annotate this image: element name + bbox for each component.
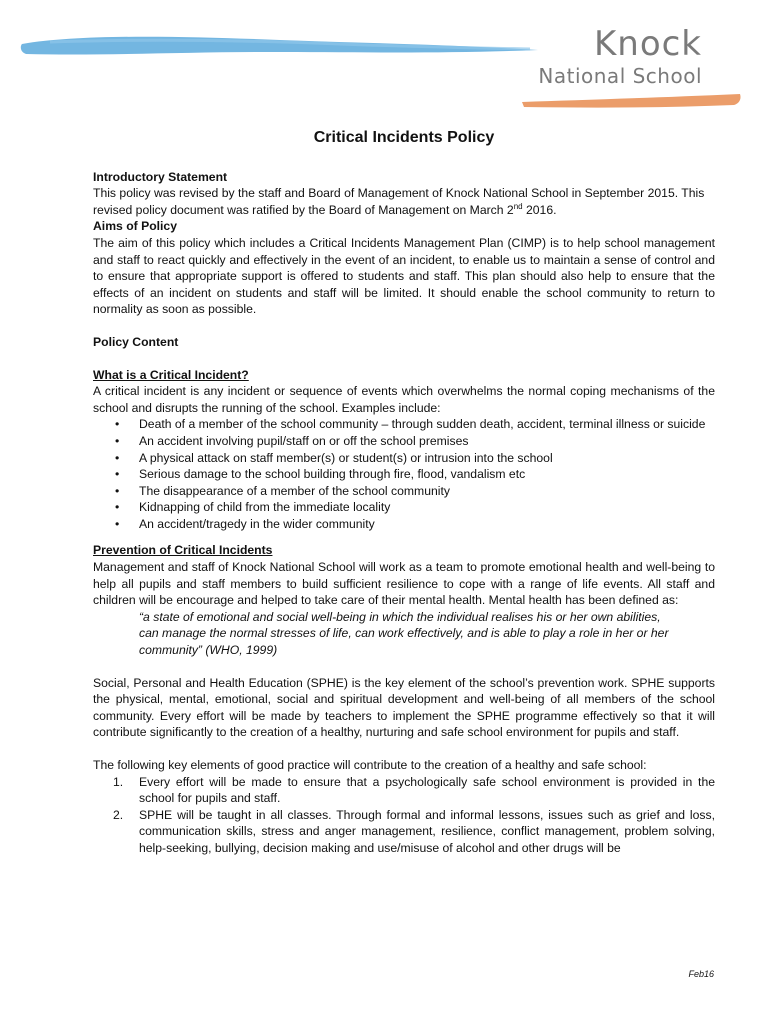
page-title: Critical Incidents Policy: [313, 129, 495, 146]
footer-date: Feb16: [688, 969, 714, 979]
list-item: • The disappearance of a member of the school community: [139, 483, 715, 500]
letterhead: [0, 0, 770, 120]
list-item: • Serious damage to the school building through fire, flood, vandalism etc: [139, 466, 715, 483]
logo-line-knock: Knock: [593, 24, 702, 64]
examples-list: [93, 416, 715, 532]
school-logo-text: [538, 26, 702, 88]
key-elements-intro: The following key elements of good practice will contribute to the creation of a healthy and safe school:: [93, 758, 647, 772]
orange-brush-stroke-logo: [520, 92, 742, 110]
what-is-text: A critical incident is any incident or sequence of events which overwhelms the normal coping mechanisms of the school and disrupts the running of the school. Examples include:: [93, 384, 715, 415]
logo-line-national-school: National School: [538, 64, 702, 88]
who-quote: “a state of emotional and social well-being in which the individual realises his or her own abilities, can manage the normal stresses of life, can work effectively, and is able to play a role in her or her community” (WHO, 1999): [139, 609, 669, 658]
aims-heading: Aims of Policy: [93, 219, 177, 234]
list-item: • An accident involving pupil/staff on or off the school premises: [139, 433, 715, 450]
list-item: 2. SPHE will be taught in all classes. Through formal and informal lessons, issues such as grief and loss, communication skills, stress and anger management, resilience, conflict management, problem solving, help-seeking, bullying, decision making and use/misuse of alcohol and other drugs will be: [113, 807, 715, 855]
aims-text: The aim of this policy which includes a Critical Incidents Management Plan (CIMP) is to help school management and staff to react quickly and effectively in the event of an incident, to enable us to maintain a sense of control and to ensure that appropriate support is offered to students and staff. This plan should also help to ensure that the effects of an incident on students and staff will be limited. It should enable the school community to return to normality as soon as possible.: [93, 235, 715, 317]
policy-content-heading: Policy Content: [93, 334, 179, 349]
list-item: • A physical attack on staff member(s) or student(s) or intrusion into the school: [139, 450, 715, 467]
prevention-text: Management and staff of Knock National School will work as a team to promote emotional health and well-being to help all pupils and staff members to build sufficient resilience to cope with a range of life events. All staff and children will be encourage and helped to take care of their mental health. Mental health has been defined as:: [93, 560, 715, 608]
sphe-text: Social, Personal and Health Education (SPHE) is the key element of the school’s prevention work. SPHE supports the physical, mental, emotional, social and spiritual development and well-being of all members of the school community. Every effort will be made by teachers to implement the SPHE programme effectively so that it will contribute significantly to the creation of a healthy, nurturing and safe school environment for pupils and staff.: [93, 675, 715, 740]
list-item: 1. Every effort will be made to ensure that a psychologically safe school environment is provided in the school for pupils and staff.: [113, 774, 715, 806]
key-elements-list: [93, 774, 715, 857]
list-item: • Kidnapping of child from the immediate locality: [139, 499, 715, 516]
prevention-heading: Prevention of Critical Incidents: [93, 543, 273, 558]
blue-brush-stroke-logo: [20, 30, 540, 64]
list-item: • An accident/tragedy in the wider community: [139, 516, 715, 533]
what-is-heading: What is a Critical Incident?: [93, 367, 249, 382]
document-body: [93, 130, 715, 857]
list-item: • Death of a member of the school community – through sudden death, accident, terminal illness or suicide: [139, 416, 715, 433]
intro-text: This policy was revised by the staff and Board of Management of Knock National School in September 2015. This revised policy document was ratified by the Board of Management on March 2nd 2016.: [93, 186, 705, 217]
intro-heading: Introductory Statement: [93, 169, 228, 184]
